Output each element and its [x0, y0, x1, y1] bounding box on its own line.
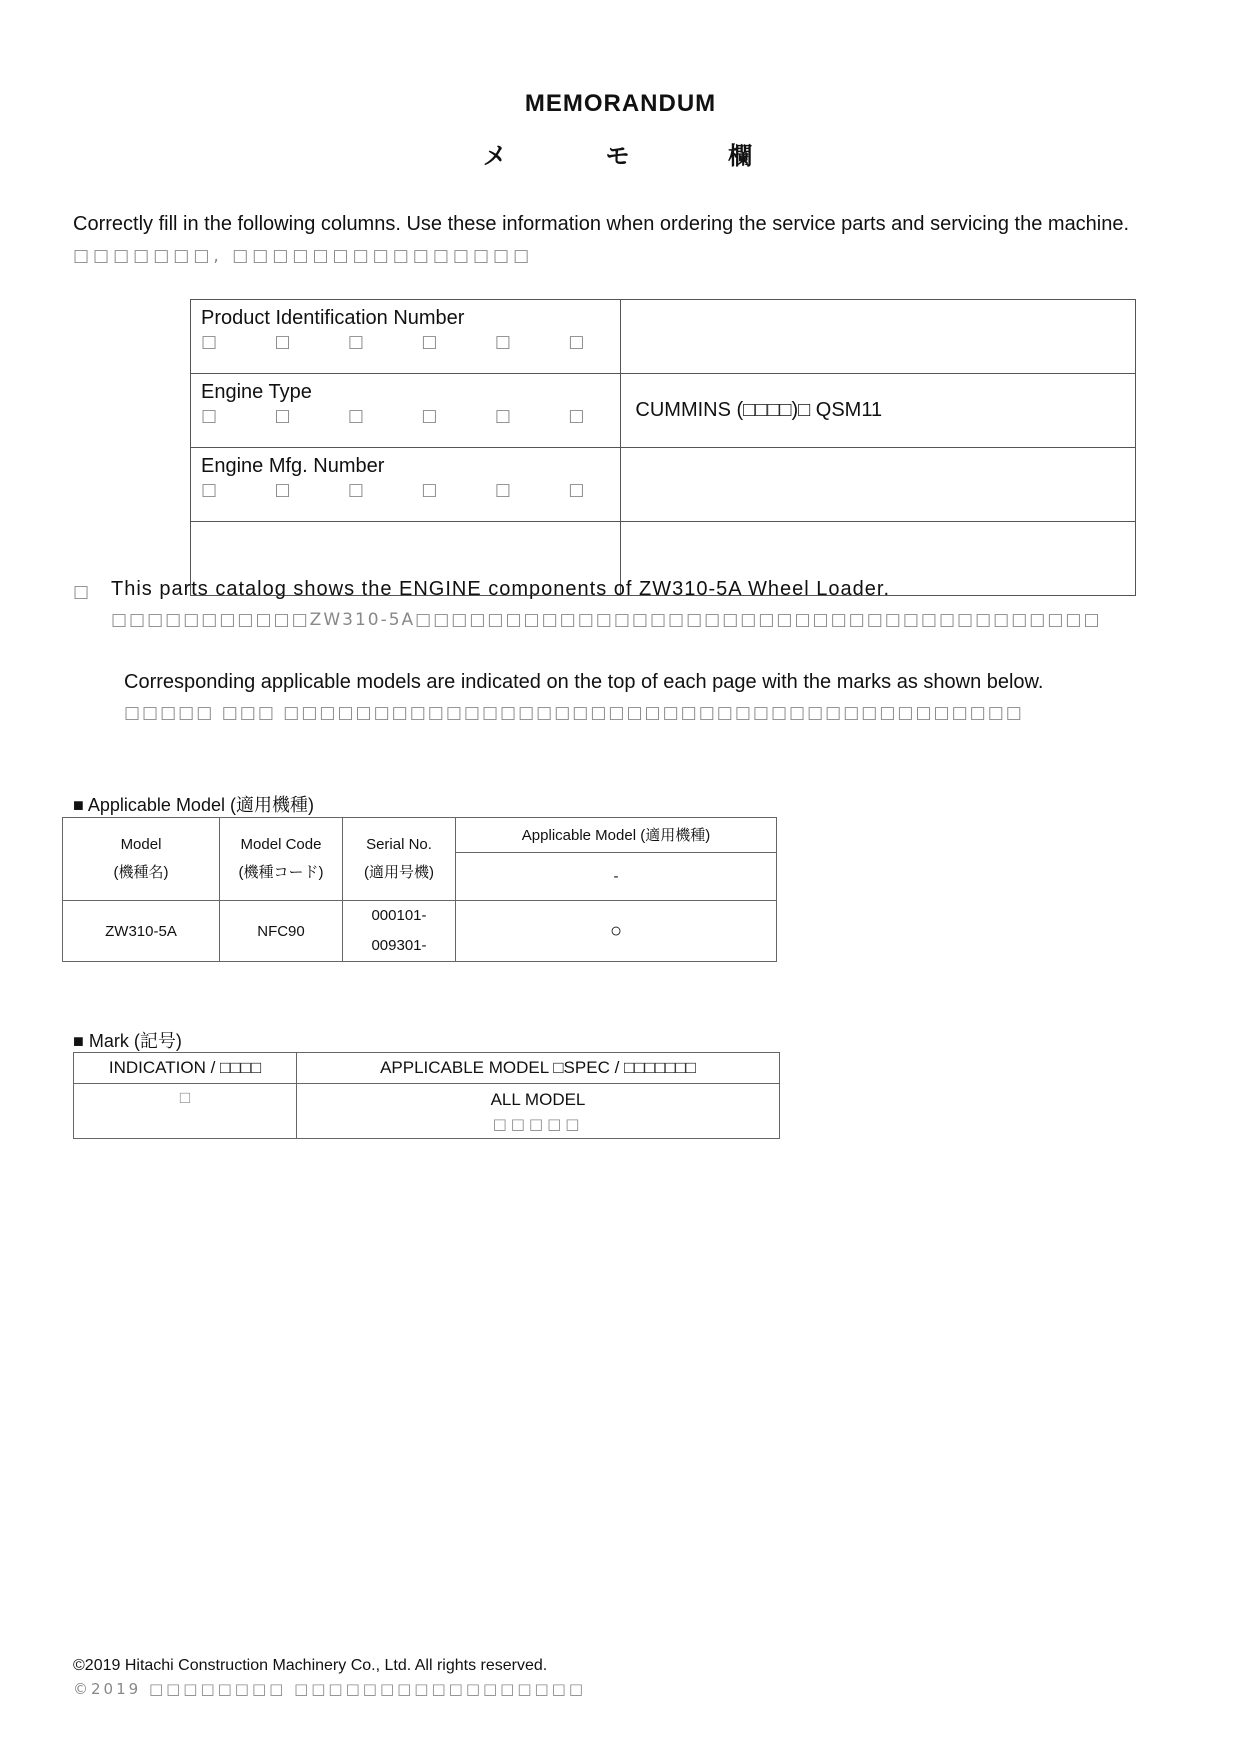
- serial-cell-1: 000101-: [371, 907, 427, 924]
- intro-text-jp: □□□□□□□, □□□□□□□□□□□□□□□: [73, 246, 534, 266]
- engine-type-value: CUMMINS (□□□□)□ QSM11: [621, 374, 1136, 448]
- engine-mfg-number-field[interactable]: [621, 448, 1136, 522]
- table-row: [63, 901, 777, 962]
- applicable-model-table: [62, 817, 777, 962]
- applicable-mark-cell: ○: [456, 901, 777, 962]
- row-label-jp: □ □ □ □ □ □: [201, 332, 611, 352]
- catalog-note: This parts catalog shows the ENGINE components of ZW310-5A Wheel Loader.: [111, 578, 891, 600]
- indication-header: INDICATION / □□□□: [74, 1053, 297, 1084]
- mark-table: [73, 1052, 780, 1139]
- applicable-model-header: APPLICABLE MODEL □SPEC / □□□□□□□: [297, 1053, 780, 1084]
- indication-cell: □: [74, 1084, 297, 1139]
- row-label: Engine Mfg. Number: [201, 455, 385, 477]
- mark-heading: ■ Mark (記号): [73, 1031, 182, 1051]
- row-label: Engine Type: [201, 381, 312, 403]
- all-model-label-jp: □□□□□: [492, 1115, 584, 1133]
- models-note-jp: □□□□□ □□□ □□□□□□□□□□□□□□□□□□□□□□□□□□□□□□□□□□□□□□□□□: [124, 703, 1024, 723]
- serial-header-jp: (適用号機): [364, 864, 434, 881]
- models-note: Corresponding applicable models are indicated on the top of each page with the marks as shown below.: [124, 671, 1044, 693]
- row-label: Product Identification Number: [201, 307, 465, 329]
- applicable-subheader: -: [456, 852, 777, 900]
- copyright: ©2019 Hitachi Construction Machinery Co., Ltd. All rights reserved.: [73, 1657, 548, 1674]
- catalog-note-jp: □□□□□□□□□□□ZW310-5A□□□□□□□□□□□□□□□□□□□□□□□□□□□□□□□□□□□□□□: [111, 610, 1102, 630]
- table-row: [191, 374, 1136, 448]
- table-row: [191, 300, 1136, 374]
- table-row: [191, 448, 1136, 522]
- table-row: [74, 1053, 780, 1084]
- intro-text: Correctly fill in the following columns. Use these information when ordering the service parts and servicing the machine.: [73, 213, 1130, 235]
- model-header-jp: (機種名): [113, 864, 169, 881]
- table-row: [74, 1084, 780, 1139]
- serial-header: Serial No.: [366, 836, 432, 853]
- serial-cell-2: 009301-: [371, 937, 427, 954]
- row-label-jp: □ □ □ □ □ □: [201, 480, 611, 500]
- model-header: Model: [120, 836, 162, 853]
- applicable-header: Applicable Model (適用機種): [456, 818, 777, 853]
- page-title: MEMORANDUM: [524, 90, 717, 117]
- product-id-field[interactable]: [621, 300, 1136, 374]
- copyright-jp: ©2019 □□□□□□□□ □□□□□□□□□□□□□□□□□: [73, 1680, 587, 1698]
- table-row: [63, 818, 777, 853]
- bullet-icon: □: [73, 582, 94, 602]
- memo-table: [190, 299, 1136, 596]
- code-cell: NFC90: [220, 901, 343, 962]
- all-model-label: ALL MODEL: [490, 1090, 586, 1109]
- model-cell: ZW310-5A: [63, 901, 220, 962]
- page-title-jp: メ モ 欄: [482, 143, 799, 170]
- code-header-jp: (機種コード): [238, 864, 324, 881]
- applicable-model-heading: ■ Applicable Model (適用機種): [73, 795, 314, 815]
- code-header: Model Code: [240, 836, 322, 853]
- row-label-jp: □ □ □ □ □ □: [201, 406, 611, 426]
